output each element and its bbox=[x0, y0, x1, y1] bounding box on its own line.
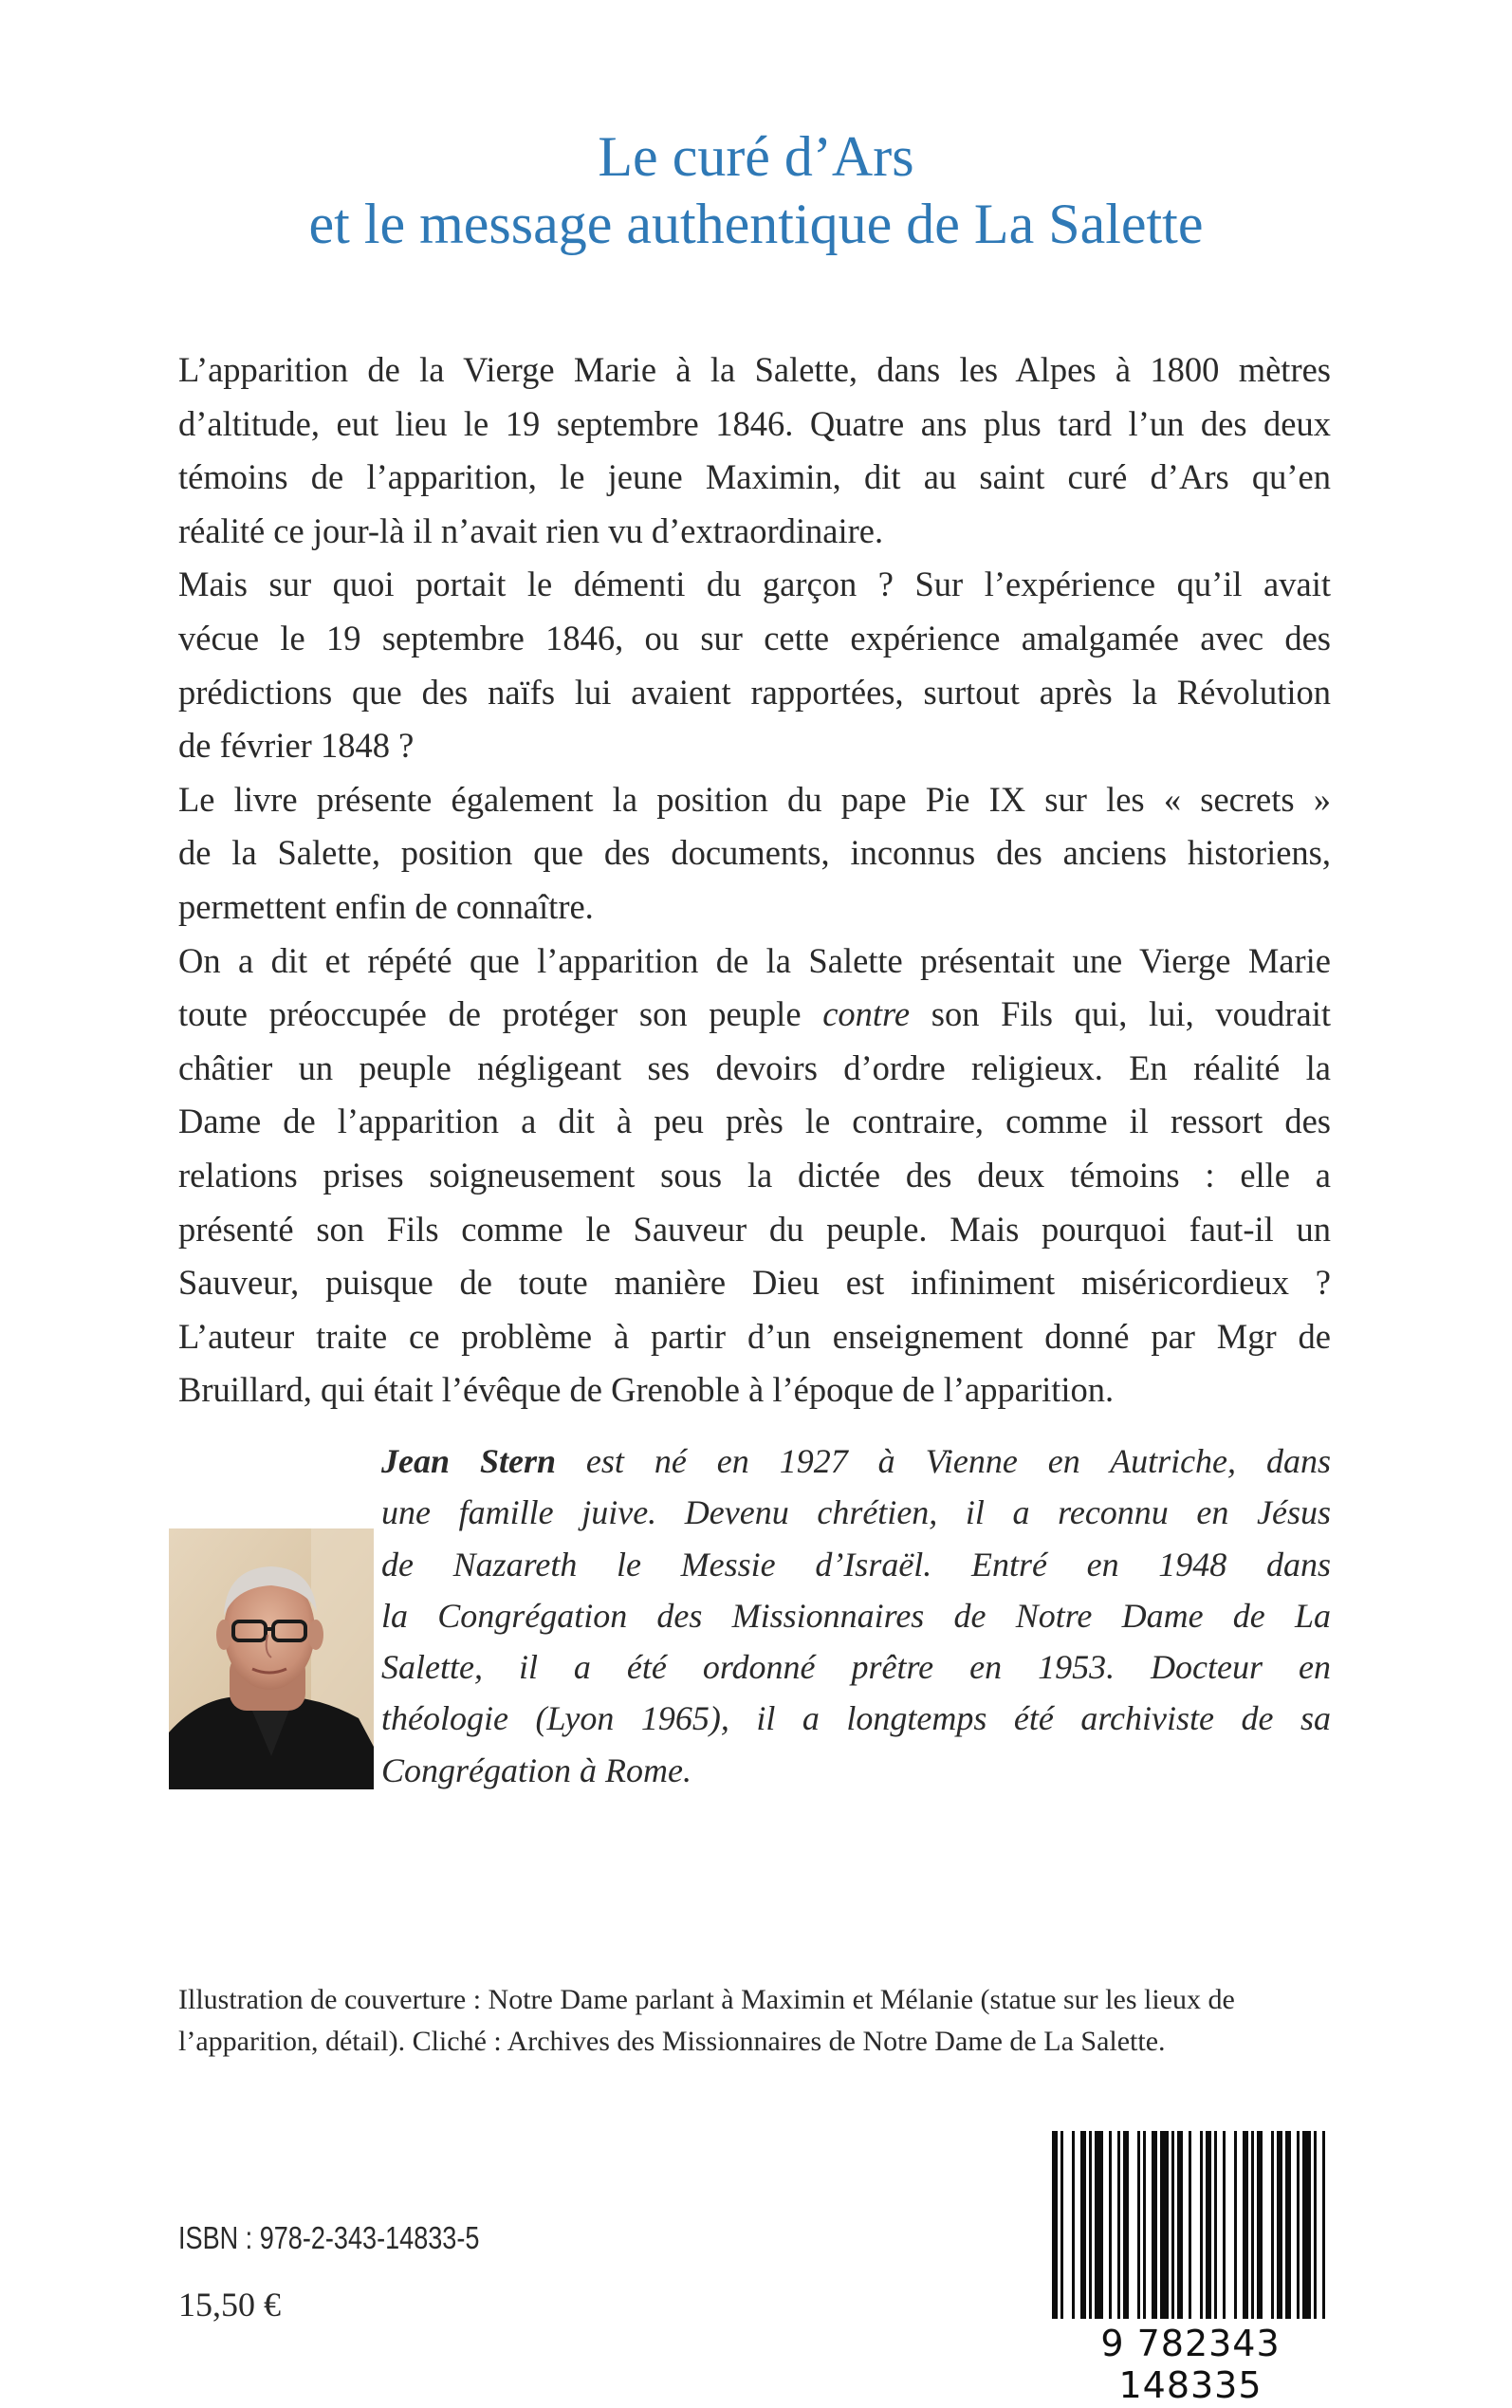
barcode-bar bbox=[1052, 2131, 1058, 2319]
book-title bbox=[0, 123, 1512, 258]
barcode-bar bbox=[1277, 2131, 1282, 2319]
barcode-bar bbox=[1314, 2131, 1317, 2319]
barcode-bar bbox=[1271, 2131, 1274, 2319]
author-portrait bbox=[169, 1528, 374, 1789]
synopsis-line: Sauveur, puisque de toute manière Dieu est infiniment miséricordieux ? bbox=[178, 1263, 1331, 1303]
synopsis bbox=[178, 343, 1331, 1417]
barcode-bar bbox=[1200, 2131, 1203, 2319]
barcode-bar bbox=[1322, 2131, 1325, 2319]
barcode-bar bbox=[1223, 2131, 1226, 2319]
synopsis-line: Bruillard, qui était l’évêque de Grenoble à l’époque de l’apparition. bbox=[178, 1370, 1115, 1410]
author-bio bbox=[381, 1436, 1331, 1796]
synopsis-line: de la Salette, position que des documents, inconnus des anciens historiens, bbox=[178, 833, 1331, 873]
barcode-bar bbox=[1189, 2131, 1191, 2319]
synopsis-line: vécue le 19 septembre 1846, ou sur cette expérience amalgamée avec des bbox=[178, 618, 1331, 658]
barcode-bar bbox=[1214, 2131, 1217, 2319]
synopsis-line: L’apparition de la Vierge Marie à la Salette, dans les Alpes à 1800 mètres bbox=[178, 350, 1331, 389]
barcode-bar bbox=[1257, 2131, 1263, 2319]
barcode-bar bbox=[1143, 2131, 1146, 2319]
barcode-bar bbox=[1285, 2131, 1291, 2319]
synopsis-line-with-italic bbox=[178, 988, 1331, 1042]
synopsis-line: présenté son Fils comme le Sauveur du peuple. Mais pourquoi faut-il un bbox=[178, 1209, 1331, 1249]
barcode-bar bbox=[1060, 2131, 1063, 2319]
barcode-digits: 9 782343 148335 bbox=[1100, 2323, 1281, 2406]
bio-line bbox=[381, 1436, 1331, 1487]
synopsis-line: Le livre présente également la position du pape Pie IX sur les « secrets » bbox=[178, 779, 1331, 819]
bio-text: est né en 1927 à Vienne en Autriche, dans bbox=[555, 1442, 1331, 1480]
barcode-bar bbox=[1160, 2131, 1169, 2319]
synopsis-line: permettent enfin de connaître. bbox=[178, 886, 594, 926]
synopsis-line: d’altitude, eut lieu le 19 septembre 1846. Quatre ans plus tard l’un des deux bbox=[178, 403, 1331, 443]
author-section bbox=[169, 1436, 1331, 1862]
synopsis-italic-word: contre bbox=[822, 994, 911, 1034]
credit-line: Illustration de couverture : Notre Dame parlant à Maximin et Mélanie (statue sur les lieux de bbox=[178, 1984, 1235, 2015]
barcode-bar bbox=[1072, 2131, 1075, 2319]
cover-illustration-credit bbox=[178, 1979, 1331, 2063]
barcode-bar bbox=[1123, 2131, 1129, 2319]
barcode-bar bbox=[1137, 2131, 1140, 2319]
book-title-line-2: et le message authentique de La Salette bbox=[308, 192, 1204, 255]
synopsis-text-segment: son Fils qui, lui, voudrait bbox=[910, 994, 1331, 1034]
bio-line: Salette, il a été ordonné prêtre en 1953. Docteur en bbox=[381, 1648, 1331, 1687]
isbn-label: ISBN : 978-2-343-14833-5 bbox=[178, 2220, 480, 2255]
barcode-bar bbox=[1251, 2131, 1254, 2319]
bio-line: théologie (Lyon 1965), il a longtemps été archiviste de sa bbox=[381, 1699, 1331, 1738]
price-label: 15,50 € bbox=[178, 2286, 281, 2324]
synopsis-line: prédictions que des naïfs lui avaient rapportées, surtout après la Révolution bbox=[178, 672, 1331, 712]
barcode-bar bbox=[1089, 2131, 1092, 2319]
barcode bbox=[1035, 2123, 1338, 2406]
synopsis-line: On a dit et répété que l’apparition de la Salette présentait une Vierge Marie bbox=[178, 940, 1331, 980]
barcode-bar bbox=[1109, 2131, 1112, 2319]
synopsis-line: châtier un peuple négligeant ses devoirs d’ordre religieux. En réalité la bbox=[178, 1047, 1331, 1087]
barcode-bar bbox=[1152, 2131, 1157, 2319]
bio-line: Congrégation à Rome. bbox=[381, 1750, 691, 1789]
barcode-bar bbox=[1095, 2131, 1103, 2319]
barcode-bar bbox=[1243, 2131, 1248, 2319]
barcode-bar bbox=[1234, 2131, 1237, 2319]
barcode-bar bbox=[1080, 2131, 1086, 2319]
book-title-line-1: Le curé d’Ars bbox=[598, 125, 914, 188]
synopsis-line: de février 1848 ? bbox=[178, 726, 415, 766]
bio-line: la Congrégation des Missionnaires de Notre Dame de La bbox=[381, 1596, 1331, 1635]
synopsis-text-segment: toute préoccupée de protéger son peuple bbox=[178, 994, 823, 1034]
synopsis-line: relations prises soigneusement sous la dictée des deux témoins : elle a bbox=[178, 1155, 1331, 1195]
synopsis-line: Dame de l’apparition a dit à peu près le contraire, comme il ressort des bbox=[178, 1102, 1331, 1141]
barcode-bar bbox=[1206, 2131, 1211, 2319]
synopsis-line: témoins de l’apparition, le jeune Maximin, dit au saint curé d’Ars qu’en bbox=[178, 457, 1331, 497]
barcode-bars bbox=[1035, 2123, 1338, 2323]
barcode-bar bbox=[1177, 2131, 1183, 2319]
synopsis-line: Mais sur quoi portait le démenti du garçon ? Sur l’expérience qu’il avait bbox=[178, 565, 1331, 604]
author-name: Jean Stern bbox=[381, 1442, 556, 1480]
barcode-bar bbox=[1297, 2131, 1300, 2319]
barcode-bar bbox=[1117, 2131, 1120, 2319]
synopsis-line: réalité ce jour-là il n’avait rien vu d’extraordinaire. bbox=[178, 510, 884, 550]
barcode-bar bbox=[1171, 2131, 1174, 2319]
bio-line: de Nazareth le Messie d’Israël. Entré en 1948 dans bbox=[381, 1545, 1331, 1584]
synopsis-line: L’auteur traite ce problème à partir d’un enseignement donné par Mgr de bbox=[178, 1316, 1331, 1356]
credit-line: l’apparition, détail). Cliché : Archives des Missionnaires de Notre Dame de La Salette. bbox=[178, 2026, 1166, 2057]
barcode-bar bbox=[1302, 2131, 1311, 2319]
bio-line: une famille juive. Devenu chrétien, il a reconnu en Jésus bbox=[381, 1493, 1331, 1532]
